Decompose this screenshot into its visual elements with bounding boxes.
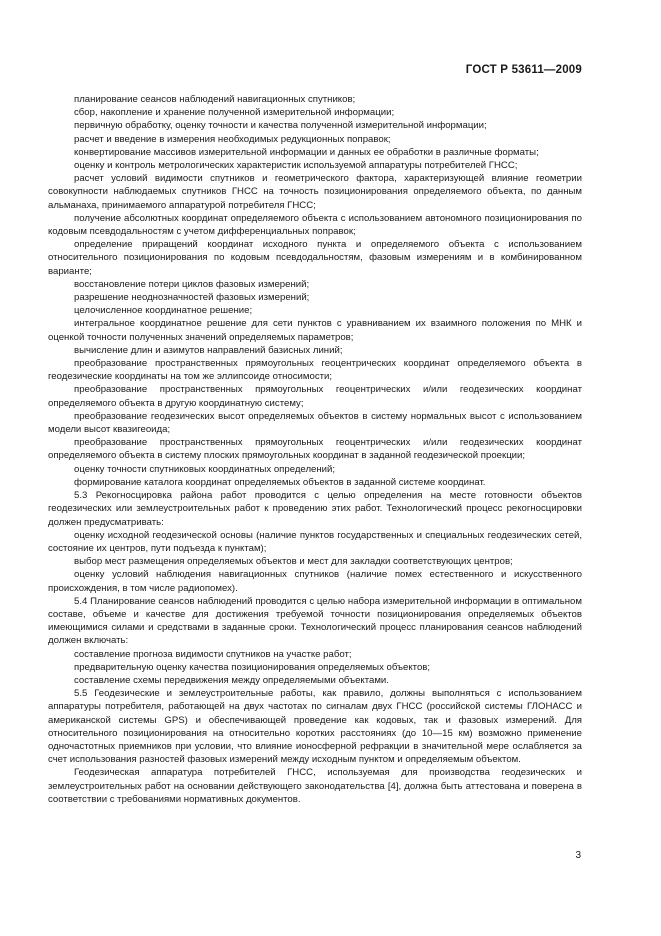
paragraph: планирование сеансов наблюдений навигационных спутников; (74, 94, 356, 105)
paragraph: преобразование пространственных прямоугольных геоцентрических и/или геодезических координат определяемого объекта в другую координатную систему; (48, 384, 582, 409)
paragraph: целочисленное координатное решение; (74, 305, 253, 317)
paragraph: сбор, накопление и хранение полученной измерительной информации; (74, 107, 395, 119)
paragraph: оценку точности спутниковых координатных определений; (74, 463, 336, 475)
paragraph: оценку и контроль метрологических характеристик используемой аппаратуры потребителей ГНСС; (74, 160, 518, 172)
document-header: ГОСТ Р 53611—2009 (465, 64, 582, 76)
document-body (48, 93, 582, 806)
paragraph: вычисление длин и азимутов направлений базисных линий; (74, 344, 343, 356)
paragraph: получение абсолютных координат определяемого объекта с использованием автономного позиционирования по кодовым псевдодальностям с учетом дифференциальных поправок; (48, 212, 582, 238)
paragraph: первичную обработку, оценку точности и качества полученной измерительной информации; (74, 120, 487, 132)
paragraph: расчет условий видимости спутников и геометрического фактора, характеризующей влияние геометрии совокупности наблюдаемых спутников ГНСС на точность позиционирования определяемого объекта, по данным альманаха, принимаемого аппаратурой потребителя ГНСС; (48, 173, 582, 211)
paragraph: выбор мест размещения определяемых объектов и мест для закладки соответствующих центров; (74, 556, 513, 568)
paragraph: составление схемы передвижения между определяемыми объектами. (74, 674, 389, 686)
paragraph: 5.5 Геодезические и землеустроительные работы, как правило, должны выполняться с использованием аппаратуры потребителя, работающей на двух частотах по сигналам двух ГНСС (российской системы ГЛОНАСС и американской системы GPS) и обеспечивающей проведение как кодовых, так и фазовых измерений. Для относительного позиционирования на относительно коротких расстояниях (до 10—15 км) возможно применение одночастотных приемников при условии, что влияние ионосферной рефракции в значительной мере ослабляется за счет использования разностей фазовых измерений между исходным пунктом и определяемым объектом. (48, 688, 582, 766)
paragraph: Геодезическая аппаратура потребителей ГНСС, используемая для производства геодезических и землеустроительных работ на основании действующего законодательства [4], должна быть аттестована и поверена в соответствии с требованиями нормативных документов. (48, 767, 582, 805)
paragraph: предварительную оценку качества позиционирования определяемых объектов; (74, 661, 431, 673)
paragraph: конвертирование массивов измерительной информации и данных ее обработки в различные форматы; (74, 146, 539, 158)
paragraph: формирование каталога координат определяемых объектов в заданной системе координат. (74, 476, 486, 488)
paragraph: разрешение неоднозначностей фазовых измерений; (74, 292, 310, 304)
paragraph: расчет и введение в измерения необходимых редукционных поправок; (74, 133, 391, 145)
paragraph: преобразование геодезических высот определяемых объектов в систему нормальных высот с использованием модели высот квазигеоида; (48, 410, 582, 436)
paragraph: составление прогноза видимости спутников на участке работ; (74, 648, 352, 660)
paragraph: восстановление потери циклов фазовых измерений; (74, 278, 310, 290)
paragraph: 5.4 Планирование сеансов наблюдений проводится с целью набора измерительной информации в оптимальном составе, объеме и качестве для достижения требуемой точности позиционирования определяемых объектов имеющимися силами и средствами в заданные сроки. Технологический процесс планирования сеансов наблюдений должен включать: (48, 595, 582, 647)
paragraph: 5.3 Рекогносцировка района работ проводится с целью определения на месте готовности объектов геодезических или землеустроительных работ к проведению этих работ. Технологический процесс рекогносцировки должен предусматривать: (48, 490, 582, 528)
paragraph: оценку исходной геодезической основы (наличие пунктов государственных и специальных геодезических сетей, состояние их центров, пути подъезда к пунктам); (48, 529, 582, 554)
paragraph: интегральное координатное решение для сети пунктов с уравниванием их взаимного положения по МНК и оценкой точности полученных значений определяемых параметров; (48, 318, 582, 343)
page-number: 3 (575, 850, 581, 861)
paragraph: оценку условий наблюдения навигационных спутников (наличие помех естественного и искусственного происхождения, в том числе радиопомех). (48, 569, 582, 594)
paragraph: преобразование пространственных прямоугольных геоцентрических и/или геодезических координат определяемого объекта в систему плоских прямоугольных координат в заданной геодезической проекции; (48, 437, 582, 462)
paragraph: преобразование пространственных прямоугольных геоцентрических координат определяемого объекта в геодезические координаты на том же эллипсоиде относимости; (48, 358, 582, 383)
paragraph: определение приращений координат исходного пункта и определяемого объекта с использованием относительного позиционирования по кодовым псевдодальностям, фазовым измерениям и в комбинированном варианте; (48, 239, 582, 277)
